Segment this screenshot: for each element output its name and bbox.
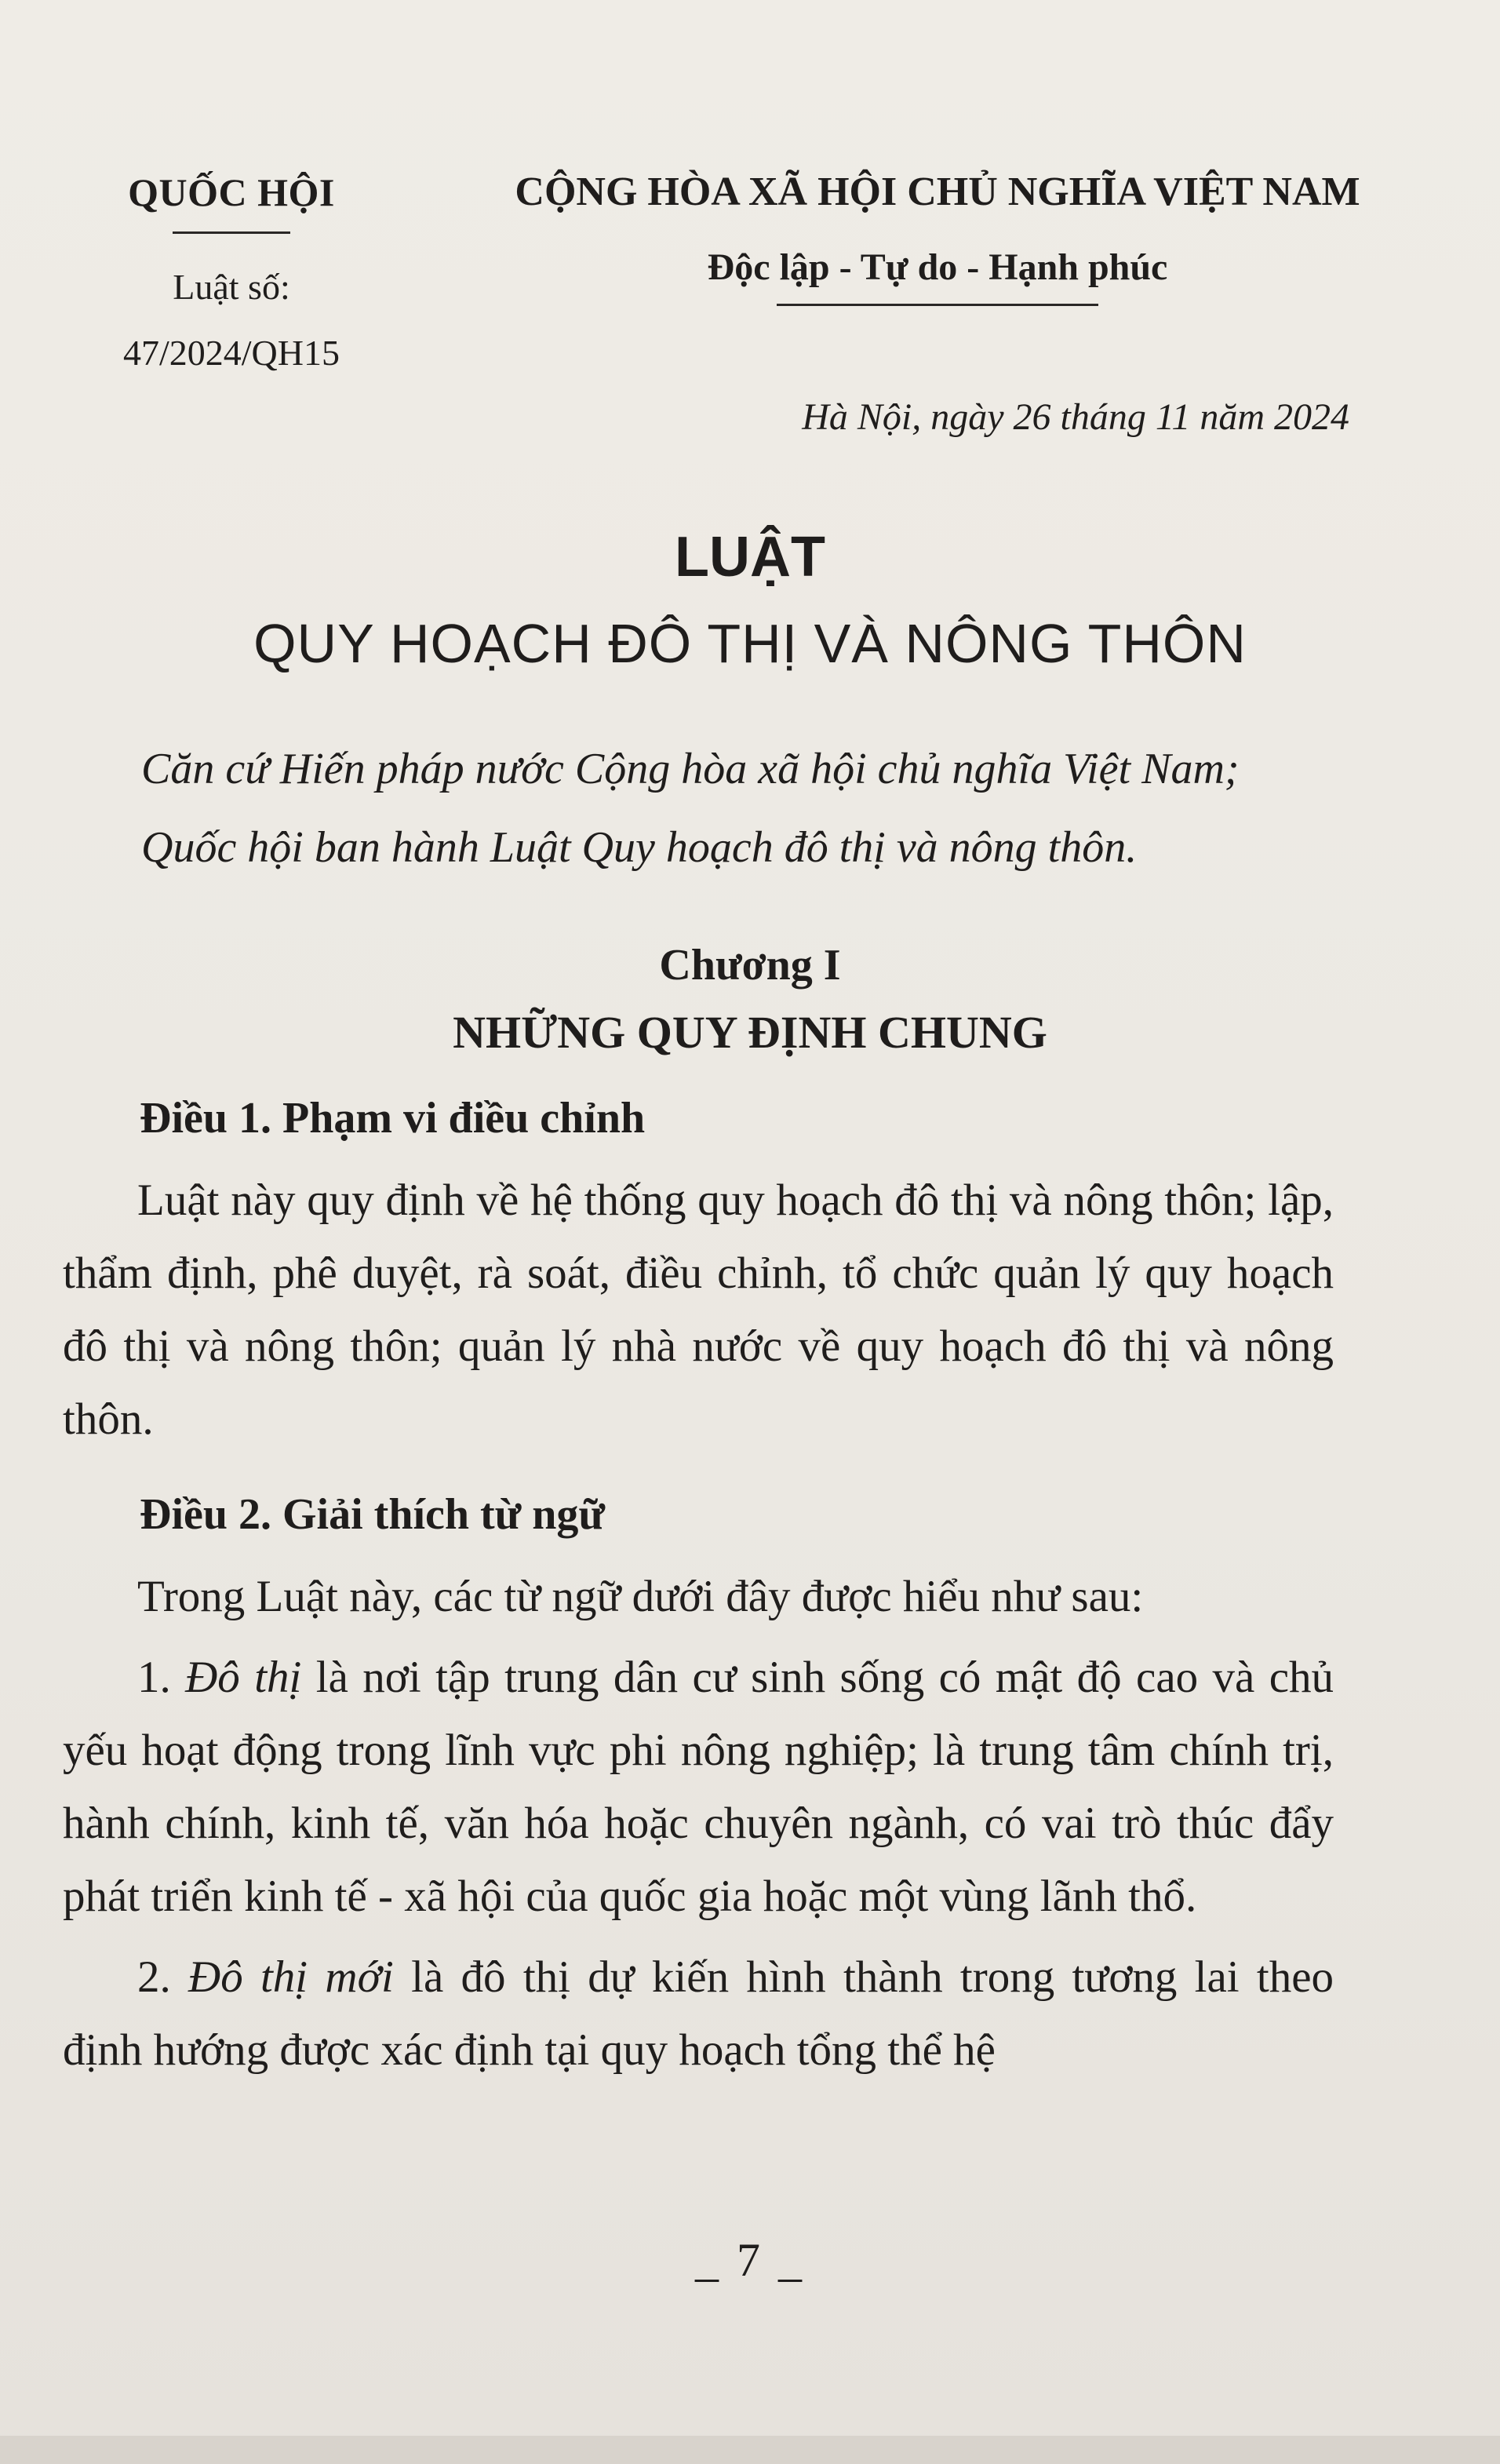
defined-term: Đô thị: [185, 1653, 302, 1702]
item-number: 1.: [137, 1653, 171, 1702]
preamble-line: Căn cứ Hiến pháp nước Cộng hòa xã hội chủ nghĩa Việt Nam;: [141, 745, 1240, 793]
preamble: [141, 730, 1374, 887]
article-2-intro: Trong Luật này, các từ ngữ dưới đây được hiểu như sau:: [137, 1572, 1144, 1621]
document-type-title: LUẬT: [675, 526, 825, 589]
page-edge-shadow: [0, 2436, 1500, 2464]
law-number-label: Luật số:: [173, 267, 290, 307]
republic-name: CỘNG HÒA XÃ HỘI CHỦ NGHĨA VIỆT NAM: [515, 169, 1360, 214]
header-right-block: [479, 169, 1396, 438]
header-left-divider: [173, 231, 290, 234]
definition-text: là đô thị dự kiến hình thành trong tương lai theo định hướng được xác định tại quy hoạch tổng thể hệ: [63, 1952, 1334, 2075]
law-body: [63, 1087, 1334, 2087]
page-number: _ 7 _: [695, 2234, 805, 2286]
definition-text: là nơi tập trung dân cư sinh sống có mật độ cao và chủ yếu hoạt động trong lĩnh vực phi nông nghiệp; là trung tâm chính trị, hành chính, kinh tế, văn hóa hoặc chuyên ngành, có vai trò thúc đẩy phát triển kinh tế - xã hội của quốc gia hoặc một vùng lãnh thổ.: [63, 1653, 1334, 1921]
header-left-block: [102, 169, 361, 375]
defined-term: Đô thị mới: [188, 1952, 394, 2002]
definition-item-2: [63, 1941, 1334, 2087]
preamble-line: Quốc hội ban hành Luật Quy hoạch đô thị và nông thôn.: [141, 823, 1138, 872]
item-number: 2.: [137, 1952, 171, 2002]
header-right-divider: [777, 304, 1098, 306]
national-motto: Độc lập - Tự do - Hạnh phúc: [707, 246, 1168, 288]
law-name-title: QUY HOẠCH ĐÔ THỊ VÀ NÔNG THÔN: [253, 613, 1247, 674]
article-1-text: Luật này quy định về hệ thống quy hoạch đô thị và nông thôn; lập, thẩm định, phê duyệt, rà soát, điều chỉnh, tổ chức quản lý quy hoạch đô thị và nông thôn; quản lý nhà nước về quy hoạch đô thị và nông thôn.: [63, 1176, 1334, 1444]
issue-date: Hà Nội, ngày 26 tháng 11 năm 2024: [802, 396, 1349, 438]
definition-item-1: [63, 1641, 1334, 1933]
chapter-title: NHỮNG QUY ĐỊNH CHUNG: [453, 1007, 1047, 1058]
law-number: 47/2024/QH15: [123, 333, 340, 373]
article-1-heading: Điều 1. Phạm vi điều chỉnh: [140, 1094, 646, 1143]
chapter-number: Chương I: [659, 941, 841, 990]
issuing-organization: QUỐC HỘI: [128, 170, 335, 214]
article-2-heading: Điều 2. Giải thích từ ngữ: [140, 1490, 606, 1539]
